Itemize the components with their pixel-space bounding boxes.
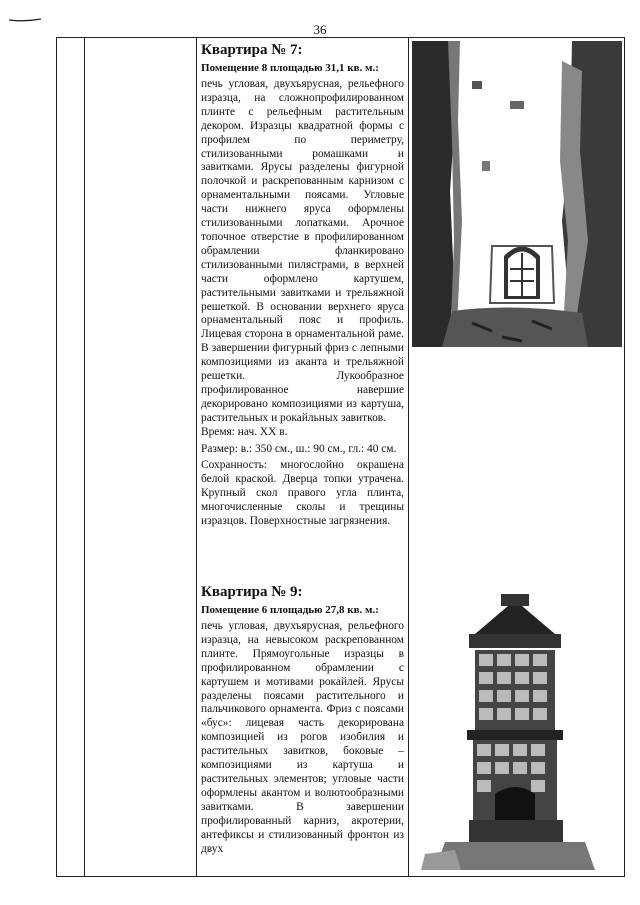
stove-description: печь угловая, двухъярусная, рельефного изразца, на невысоком раскрепованном плинте. Прямоугольные изразцы в профилированном обрамлении с картушем и мотивами рокайлей. Ярусы разделены поясами растительного и пальчикового орнамента. Фриз с поясами «бус»: лицевая часть декорирована композицией из рогов изобилия и растительных завитков, боковые – композициями из картуша и растительных элементов; угловые части оформлены акантом и волютообразными завитками. В завершении профилированный карниз, акротерии, антефиксы и стилизованный фронтон из двух (201, 620, 404, 855)
room-subheading: Помещение 6 площадью 27,8 кв. м.: (201, 604, 379, 616)
stove-photo (412, 41, 622, 347)
size-line: Размер: в.: 350 см., ш.: 90 см., гл.: 40 см. (201, 442, 397, 455)
room-subheading: Помещение 8 площадью 31,1 кв. м.: (201, 62, 379, 74)
column-divider (196, 38, 197, 876)
stove-photo (415, 594, 619, 870)
condition-text: Сохранность: многослойно окрашена белой краской. Дверца топки утрачена. Крупный скол правого угла плинта, многочисленные сколы и трещины изразцов. Поверхностные загрязнения. (201, 459, 404, 528)
section-apartment-9 (201, 583, 404, 856)
section-apartment-7 (201, 41, 404, 529)
section-heading: Квартира № 7: (201, 42, 303, 58)
column-divider (408, 38, 409, 876)
time-line: Время: нач. XX в. (201, 425, 288, 438)
stove-description: печь угловая, двухъярусная, рельефного изразца, на сложнопрофилированном плинте с рельефным растительным декором. Изразцы квадратной формы с профилем по периметру, стилизованными ромашками и завитками. Ярусы разделены фигурной полочкой и раскрепованным карнизом с орнаментальными поясами. Угловые части нижнего яруса оформлены стилизованными лопатками. Арочное топочное отверстие в профилированном обрамлении фланкировано стилизованными пилястрами, в верхней части оформлено картушем, растительными завитками и трельяжной решеткой. В основании верхнего яруса орнаментальный пояс и профиль. Лицевая сторона в орнаментальной раме. В завершении фигурный фриз с лепными композициями из аканта и трельяжной решетки. Лукообразное профилированное навершие декорировано композициями из картуша, растительных и рокайльных завитков. (201, 78, 404, 424)
section-heading: Квартира № 9: (201, 584, 303, 600)
page-number: 36 (313, 22, 327, 37)
document-table (56, 37, 625, 877)
column-divider (84, 38, 85, 876)
